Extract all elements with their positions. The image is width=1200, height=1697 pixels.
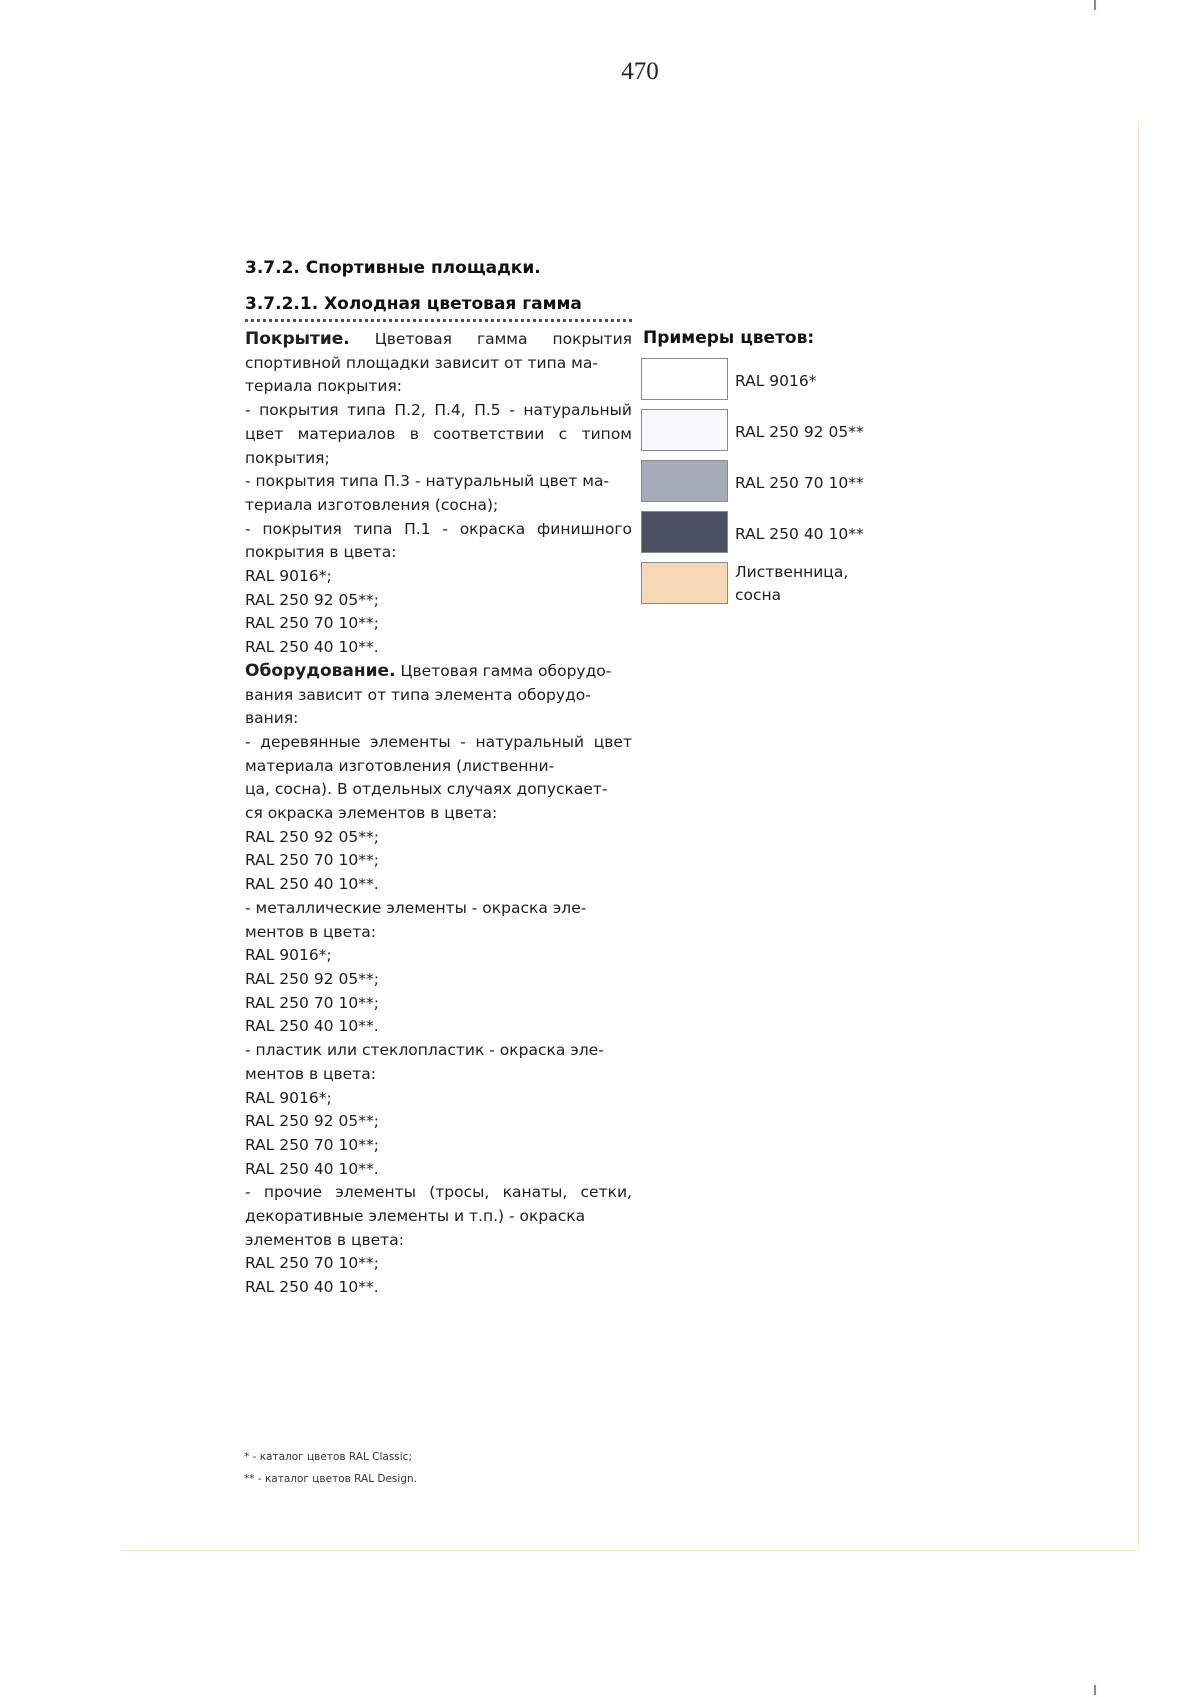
- equipment-intro-cont: вания зависит от типа элемента оборудо-: [245, 685, 591, 704]
- footnote: ** - каталог цветов RAL Design.: [244, 1473, 417, 1485]
- scan-mark: [1094, 0, 1096, 10]
- color-code: RAL 250 40 10**.: [245, 638, 379, 657]
- equipment-paragraph: [245, 660, 632, 684]
- color-code: RAL 9016*;: [245, 1088, 332, 1107]
- color-samples-heading: Примеры цветов:: [643, 328, 815, 348]
- color-swatch: [641, 358, 728, 400]
- plastic-item: - пластик или стеклопластик - окраска эле-: [245, 1041, 604, 1060]
- color-code: RAL 250 70 10**;: [245, 1135, 379, 1154]
- color-code: RAL 250 70 10**;: [245, 1254, 379, 1273]
- color-sample: [641, 460, 901, 511]
- color-sample: [641, 511, 901, 562]
- color-code: RAL 250 70 10**;: [245, 993, 379, 1012]
- color-sample-label: RAL 250 40 10**: [735, 525, 864, 543]
- color-code: RAL 250 92 05**;: [245, 827, 379, 846]
- color-swatch: [641, 409, 728, 451]
- page-frame-right: [1138, 120, 1139, 1550]
- section-title: 3.7.2. Спортивные площадки.: [245, 258, 541, 278]
- coating-item-2: - покрытия типа П.3 - натуральный цвет ма-: [245, 472, 610, 491]
- subsection-title: 3.7.2.1. Холодная цветовая гамма: [245, 294, 582, 314]
- coating-item-3: - покрытия типа П.1 - окраска финишного покрытия в цвета:: [245, 519, 632, 562]
- color-samples: [641, 358, 901, 613]
- color-sample-label: RAL 9016*: [735, 372, 817, 390]
- equipment-intro: Цветовая гамма оборудо-: [400, 661, 612, 680]
- color-sample: [641, 409, 901, 460]
- color-swatch: [641, 511, 728, 553]
- color-sample: [641, 358, 901, 409]
- color-code: RAL 250 70 10**;: [245, 851, 379, 870]
- dotted-divider: [245, 319, 632, 322]
- text-column: [245, 328, 632, 1300]
- metal-item: - металлические элементы - окраска эле-: [245, 898, 587, 917]
- color-swatch: [641, 460, 728, 502]
- wood-item: - деревянные элементы - натуральный цвет материала изготовления (лиственни-: [245, 732, 632, 775]
- wood-item-cont: ца, сосна). В отдельных случаях допускает-: [245, 780, 608, 799]
- color-code: RAL 9016*;: [245, 946, 332, 965]
- color-swatch: [641, 562, 728, 604]
- coating-paragraph: [245, 328, 632, 375]
- footnote: * - каталог цветов RAL Classic;: [244, 1451, 412, 1463]
- plastic-item-cont: ментов в цвета:: [245, 1064, 376, 1083]
- color-code: RAL 250 92 05**;: [245, 969, 379, 988]
- metal-item-cont: ментов в цвета:: [245, 922, 376, 941]
- scan-mark: [1094, 1685, 1096, 1695]
- color-sample-label: RAL 250 92 05**: [735, 423, 864, 441]
- color-code: RAL 250 92 05**;: [245, 1112, 379, 1131]
- coating-intro-cont: териала покрытия:: [245, 377, 403, 396]
- other-item-cont: элементов в цвета:: [245, 1230, 404, 1249]
- coating-lead: Покрытие.: [245, 329, 350, 349]
- color-code: RAL 9016*;: [245, 567, 332, 586]
- coating-intro: Цветовая гамма покрытия спортивной площадки зависит от типа ма-: [245, 330, 632, 372]
- color-code: RAL 250 40 10**.: [245, 1278, 379, 1297]
- other-item: - прочие элементы (тросы, канаты, сетки, декоративные элементы и т.п.) - окраска: [245, 1183, 632, 1226]
- coating-item-1: - покрытия типа П.2, П.4, П.5 - натуральный цвет материалов в соответствии с типом покрытия;: [245, 401, 632, 467]
- wood-item-cont: ся окраска элементов в цвета:: [245, 804, 498, 823]
- footnotes: [244, 1446, 417, 1490]
- coating-item-2-cont: териала изготовления (сосна);: [245, 495, 499, 514]
- page-number: 470: [621, 58, 659, 85]
- color-code: RAL 250 40 10**.: [245, 1017, 379, 1036]
- color-code: RAL 250 70 10**;: [245, 614, 379, 633]
- color-code: RAL 250 40 10**.: [245, 875, 379, 894]
- color-code: RAL 250 40 10**.: [245, 1159, 379, 1178]
- color-sample-label: RAL 250 70 10**: [735, 474, 864, 492]
- page-frame-bottom: [120, 1550, 1138, 1551]
- equipment-lead: Оборудование.: [245, 660, 396, 681]
- color-sample: [641, 562, 901, 613]
- color-sample-label: Лиственница, сосна: [735, 563, 849, 604]
- equipment-intro-cont: вания:: [245, 709, 299, 728]
- color-code: RAL 250 92 05**;: [245, 590, 379, 609]
